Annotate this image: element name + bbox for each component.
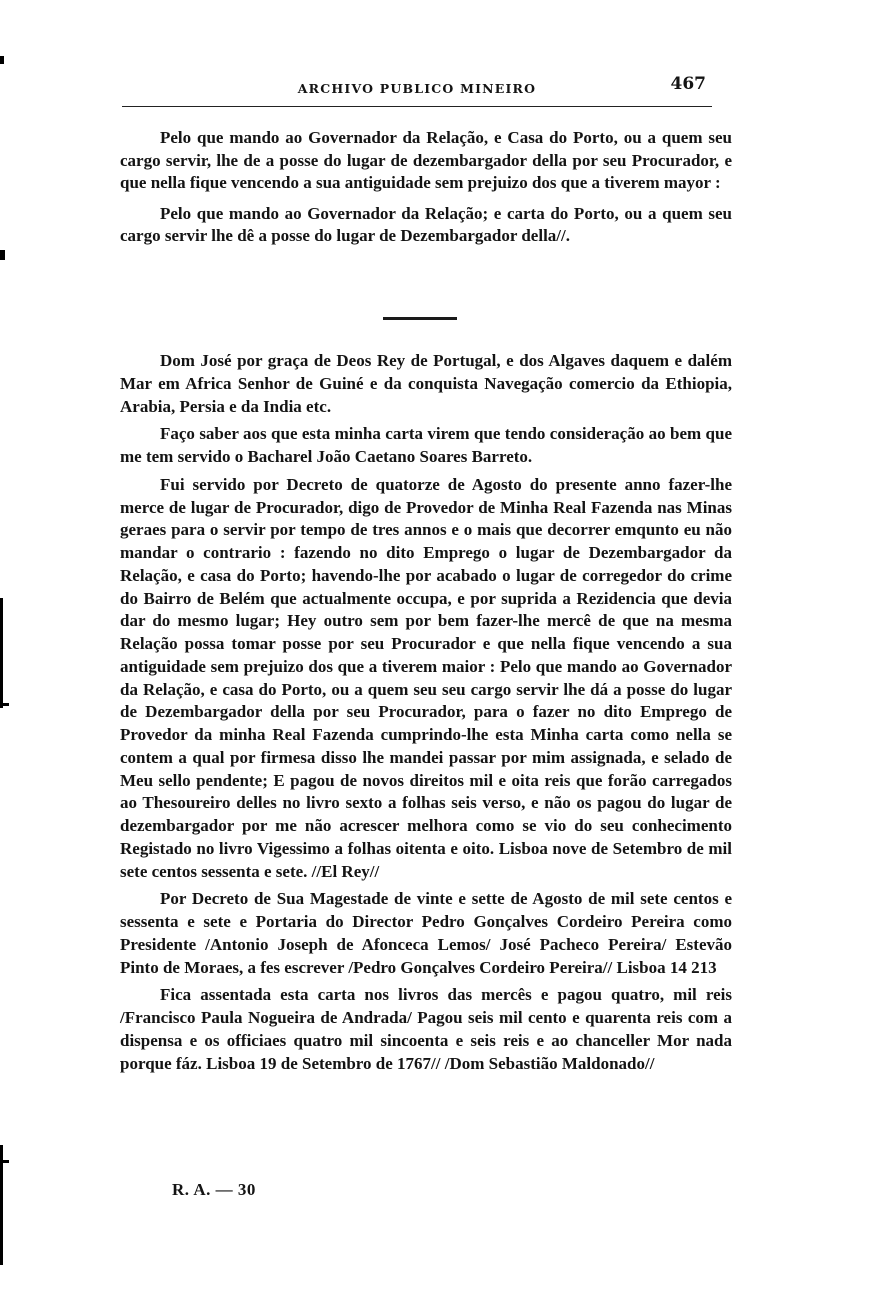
- page-number: 467: [670, 74, 706, 94]
- margin-scan-mark: [0, 250, 5, 260]
- section-1-text: [120, 127, 732, 256]
- section-2-text: [120, 350, 732, 1080]
- paragraph: Dom José por graça de Deos Rey de Portugal, e dos Algaves daquem e dalém Mar em Africa Senhor de Guiné e da conquista Navegação comercio da Ethiopia, Arabia, Persia e da India etc.: [120, 351, 732, 416]
- paragraph: Fica assentada esta carta nos livros das mercês e pagou quatro, mil reis /Francisco Paula Nogueira de Andrada/ Pagou seis mil cento e quarenta reis com a dispensa e os officiaes quatro mil sincoenta e seis reis e ao chanceller Mor nada porque fáz. Lisboa 19 de Setembro de 1767// /Dom Sebastião Maldonado//: [120, 985, 732, 1073]
- paragraph: Pelo que mando ao Governador da Relação; e carta do Porto, ou a quem seu cargo servir lhe dê a posse do lugar de Dezembargador della//.: [120, 203, 732, 246]
- page-header: [122, 74, 712, 104]
- margin-scan-mark: [0, 1145, 3, 1265]
- section-divider: [383, 317, 457, 320]
- signature-mark: R. A. — 30: [172, 1180, 256, 1199]
- margin-scan-mark: [0, 56, 4, 64]
- margin-scan-mark: [0, 703, 9, 706]
- paragraph: Por Decreto de Sua Magestade de vinte e sette de Agosto de mil sete centos e sessenta e sete e Portaria do Director Pedro Gonçalves Cordeiro Pereira como Presidente /Antonio Joseph de Afonceca Lemos/ José Pacheco Pereira/ Estevão Pinto de Moraes, a fes escrever /Pedro Gonçalves Cordeiro Pereira// Lisboa 14 213: [120, 889, 732, 977]
- paragraph: Fui servido por Decreto de quatorze de Agosto do presente anno fazer-lhe merce de lugar de Procurador, digo de Provedor de Minha Real Fazenda nas Minas geraes para o servir por tempo de tres annos e o mais que decorrer emqunto eu não mandar o contrario : fazendo no dito Emprego o lugar de Dezembargador da Relação, e casa do Porto; havendo-lhe por acabado o lugar de corregedor do crime do Bairro de Belém que actualmente occupa, e por suprida a Rezidencia que devia dar do mesmo lugar; Hey outro sem por bem fazer-lhe mercê de que na mesma Relação possa tomar posse por seu Procurador e que nella fique vencendo a sua antiguidade sem prejuizo dos que a tiverem maior : Pelo que mando ao Governador da Relação, e casa do Porto, ou a quem seu seu cargo servir lhe dá a posse do lugar de Dezembargador della por seu Procurador, para o fazer no dito Emprego de Provedor da minha Real Fazenda cumprindo-lhe esta Minha carta como nella se contem a qual por firmesa disso lhe mandei passar por mim assignada, e selado de Meu sello pendente; E pagou de novos direitos mil e oita reis que forão carregados ao Thesoureiro delles no livro sexto a folhas seis verso, e não os pagou do lugar de dezembargador por me não acrescer melhora como se vio do seu conhecimento Registado no livro Vigessimo a folhas oitenta e oito. Lisboa nove de Setembro de mil sete centos sessenta e sete. //El Rey//: [120, 474, 732, 881]
- margin-scan-mark: [0, 1160, 9, 1163]
- running-title: ARCHIVO PUBLICO MINEIRO: [297, 81, 537, 96]
- header-rule: [122, 106, 712, 107]
- paragraph: Faço saber aos que esta minha carta virem que tendo consideração ao bem que me tem servido o Bacharel João Caetano Soares Barreto.: [120, 424, 732, 466]
- margin-scan-mark: [0, 598, 3, 708]
- paragraph: Pelo que mando ao Governador da Relação, e Casa do Porto, ou a quem seu cargo servir, lhe de a posse do lugar de dezembargador della por seu Procurador, e que nella fique vencendo a sua antiguidade sem prejuizo dos que a tiverem mayor :: [120, 128, 732, 193]
